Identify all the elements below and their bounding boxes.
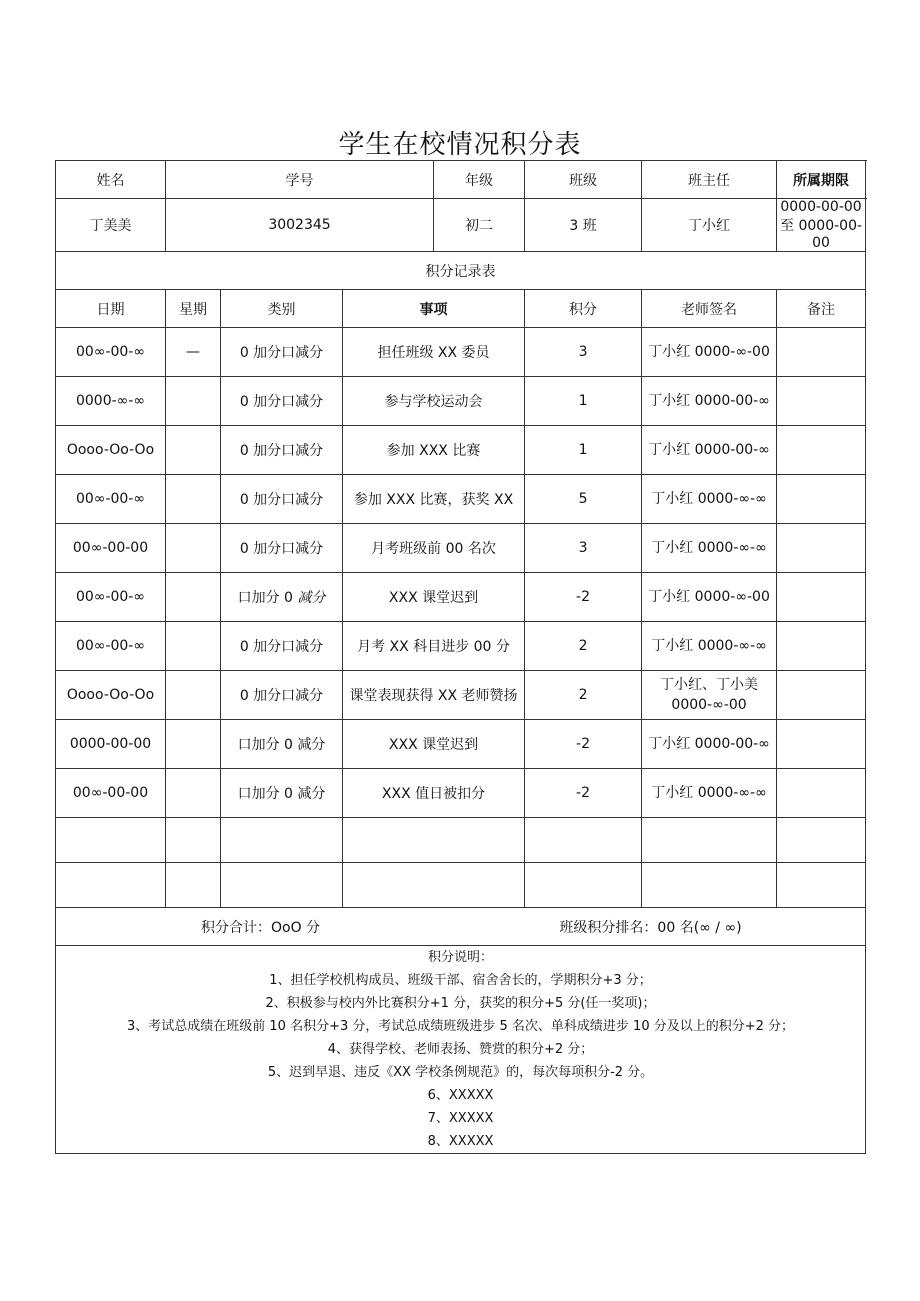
record-points: -2 (525, 769, 642, 818)
empty-cell (525, 818, 642, 863)
record-date: Oooo-Oo-Oo (56, 426, 166, 475)
table-row (56, 573, 866, 622)
empty-cell (56, 863, 166, 908)
empty-cell (525, 863, 642, 908)
col-note: 备注 (777, 290, 866, 328)
record-note (777, 328, 866, 377)
table-row (56, 720, 866, 769)
notes-heading: 积分说明： (428, 950, 494, 965)
total-points: 积分合计：OoO 分 (200, 919, 321, 936)
note-item: 5、迟到早退、违反《XX 学校条例规范》的，每次每项积分-2 分。 (267, 1065, 654, 1080)
record-points: 3 (525, 328, 642, 377)
record-category-add: 口加分 0 (237, 590, 298, 606)
record-weekday (166, 524, 221, 573)
record-signature: 丁小红 0000-∞-∞ (642, 475, 777, 524)
record-note (777, 671, 866, 720)
record-note (777, 475, 866, 524)
record-signature-names: 丁小红、丁小美 (660, 677, 759, 693)
col-signature: 老师签名 (642, 290, 777, 328)
record-signature: 丁小红 0000-∞-∞ (642, 622, 777, 671)
table-row (56, 769, 866, 818)
note-item: 7、XXXXX (427, 1111, 494, 1126)
score-table (55, 160, 866, 1154)
value-name: 丁美美 (56, 199, 166, 252)
empty-cell (343, 863, 525, 908)
label-student-id: 学号 (166, 161, 434, 199)
record-points: 3 (525, 524, 642, 573)
record-category: 0 加分口减分 (221, 475, 343, 524)
record-category: 口加分 0 减分 (221, 769, 343, 818)
empty-cell (642, 863, 777, 908)
record-note (777, 720, 866, 769)
record-category: 0 加分口减分 (221, 377, 343, 426)
record-item: 参与学校运动会 (343, 377, 525, 426)
record-item: XXX 课堂迟到 (343, 720, 525, 769)
label-head-teacher: 班主任 (642, 161, 777, 199)
col-category: 类别 (221, 290, 343, 328)
record-points: -2 (525, 720, 642, 769)
empty-cell (166, 863, 221, 908)
record-note (777, 377, 866, 426)
record-date: 00∞-00-∞ (56, 573, 166, 622)
value-class: 3 班 (525, 199, 642, 252)
record-points: 1 (525, 377, 642, 426)
record-category: 0 加分口减分 (221, 426, 343, 475)
record-weekday (166, 671, 221, 720)
record-signature-date: 0000-∞-00 (671, 697, 747, 713)
table-row (56, 475, 866, 524)
note-item: 8、XXXXX (427, 1134, 494, 1149)
record-category-deduct: 减分 (297, 590, 326, 606)
record-signature: 丁小红 0000-∞-∞ (642, 524, 777, 573)
record-category (221, 573, 343, 622)
record-item: 参加 XXX 比赛 (343, 426, 525, 475)
record-item: 担任班级 XX 委员 (343, 328, 525, 377)
record-weekday (166, 622, 221, 671)
record-weekday (166, 426, 221, 475)
col-points: 积分 (525, 290, 642, 328)
summary-row (56, 908, 866, 946)
record-date: 00∞-00-00 (56, 524, 166, 573)
record-date: 00∞-00-∞ (56, 328, 166, 377)
record-weekday: — (166, 328, 221, 377)
record-date: 0000-∞-∞ (56, 377, 166, 426)
record-category: 0 加分口减分 (221, 622, 343, 671)
note-item: 6、XXXXX (427, 1088, 494, 1103)
value-head-teacher: 丁小红 (642, 199, 777, 252)
record-category: 0 加分口减分 (221, 328, 343, 377)
record-note (777, 573, 866, 622)
label-period: 所属期限 (777, 161, 866, 199)
record-points: 2 (525, 671, 642, 720)
record-date: 0000-00-00 (56, 720, 166, 769)
record-weekday (166, 573, 221, 622)
record-signature: 丁小红 0000-∞-00 (642, 573, 777, 622)
record-weekday (166, 475, 221, 524)
label-grade: 年级 (434, 161, 525, 199)
empty-cell (642, 818, 777, 863)
record-category: 0 加分口减分 (221, 671, 343, 720)
record-points: 1 (525, 426, 642, 475)
empty-cell (221, 863, 343, 908)
summary-cell (56, 908, 866, 946)
record-date: 00∞-00-∞ (56, 622, 166, 671)
record-table-title: 积分记录表 (56, 252, 866, 290)
info-value-row (56, 199, 866, 252)
table-row (56, 377, 866, 426)
table-row (56, 328, 866, 377)
record-item: XXX 值日被扣分 (343, 769, 525, 818)
record-points: -2 (525, 573, 642, 622)
page-title: 学生在校情况积分表 (338, 130, 582, 160)
table-row (56, 426, 866, 475)
record-signature: 丁小红 0000-00-∞ (642, 377, 777, 426)
empty-cell (343, 818, 525, 863)
record-weekday (166, 769, 221, 818)
value-grade: 初二 (434, 199, 525, 252)
class-rank: 班级积分排名：00 名(∞ / ∞) (559, 919, 742, 936)
record-category: 口加分 0 减分 (221, 720, 343, 769)
col-date: 日期 (56, 290, 166, 328)
note-item: 4、获得学校、老师表扬、赞赏的积分+2 分； (327, 1042, 594, 1057)
record-date: 00∞-00-∞ (56, 475, 166, 524)
note-item: 2、积极参与校内外比赛积分+1 分，获奖的积分+5 分(任一奖项)； (265, 996, 656, 1011)
record-points: 5 (525, 475, 642, 524)
record-note (777, 622, 866, 671)
record-title-row (56, 252, 866, 290)
record-signature: 丁小红 0000-∞-00 (642, 328, 777, 377)
label-name: 姓名 (56, 161, 166, 199)
record-weekday (166, 720, 221, 769)
column-header-row (56, 290, 866, 328)
label-class: 班级 (525, 161, 642, 199)
value-period: 0000-00-00 至 0000-00-00 (777, 199, 866, 252)
empty-cell (777, 818, 866, 863)
record-points: 2 (525, 622, 642, 671)
record-item: 参加 XXX 比赛，获奖 XX (343, 475, 525, 524)
record-note (777, 769, 866, 818)
col-item: 事项 (343, 290, 525, 328)
empty-cell (166, 818, 221, 863)
table-row (56, 671, 866, 720)
record-note (777, 524, 866, 573)
record-signature: 丁小红 0000-00-∞ (642, 426, 777, 475)
note-item: 3、考试总成绩在班级前 10 名积分+3 分，考试总成绩班级进步 5 名次、单科成绩进步 10 分及以上的积分+2 分； (127, 1019, 795, 1034)
record-item: 月考 XX 科目进步 00 分 (343, 622, 525, 671)
record-signature: 丁小红 0000-∞-∞ (642, 769, 777, 818)
record-item: 课堂表现获得 XX 老师赞扬 (343, 671, 525, 720)
empty-cell (777, 863, 866, 908)
record-category: 0 加分口减分 (221, 524, 343, 573)
record-item: 月考班级前 00 名次 (343, 524, 525, 573)
record-signature (642, 671, 777, 720)
table-row (56, 524, 866, 573)
empty-cell (56, 818, 166, 863)
record-date: Oooo-Oo-Oo (56, 671, 166, 720)
notes-row (56, 946, 866, 1154)
record-item: XXX 课堂迟到 (343, 573, 525, 622)
col-weekday: 星期 (166, 290, 221, 328)
notes-cell (56, 946, 866, 1154)
record-note (777, 426, 866, 475)
empty-row (56, 863, 866, 908)
value-student-id: 3002345 (166, 199, 434, 252)
record-signature: 丁小红 0000-00-∞ (642, 720, 777, 769)
empty-row (56, 818, 866, 863)
info-label-row (56, 161, 866, 199)
note-item: 1、担任学校机构成员、班级干部、宿舍舍长的，学期积分+3 分； (269, 973, 652, 988)
table-row (56, 622, 866, 671)
record-date: 00∞-00-00 (56, 769, 166, 818)
empty-cell (221, 818, 343, 863)
record-weekday (166, 377, 221, 426)
